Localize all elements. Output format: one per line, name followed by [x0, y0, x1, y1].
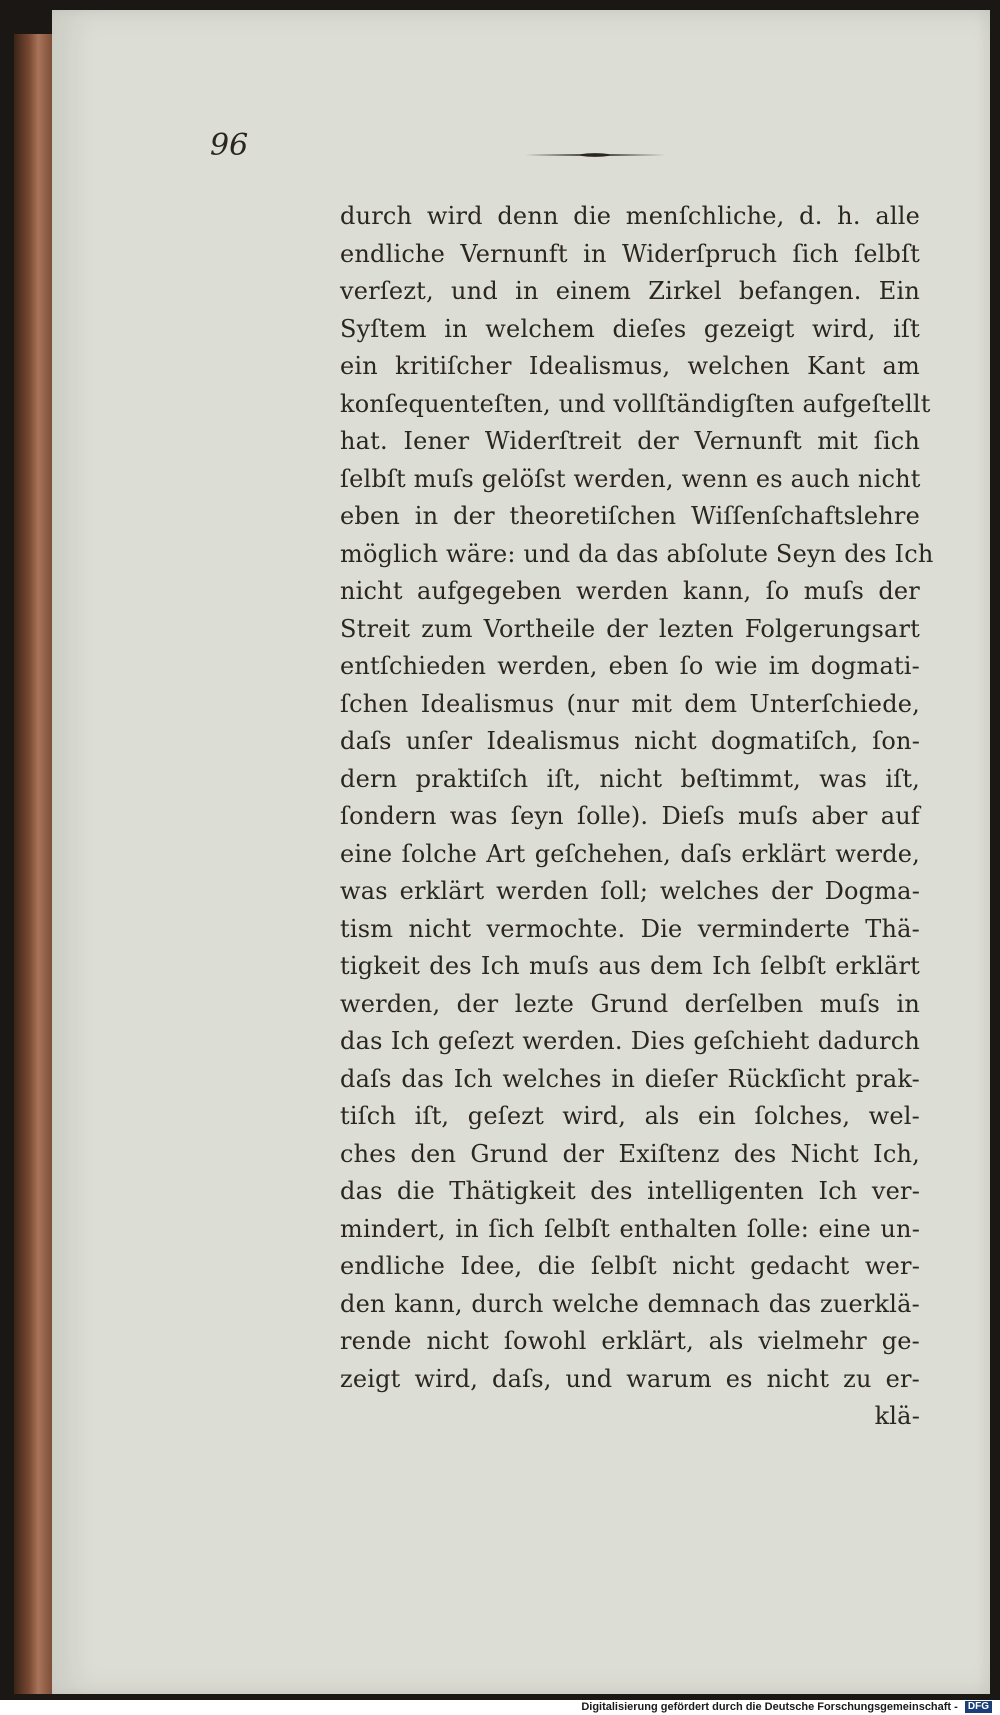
- text-line: zeigt wird, daſs, und warum es nicht zu er-: [340, 1364, 920, 1393]
- text-line: nicht aufgegeben werden kann, ſo muſs der: [340, 577, 920, 605]
- text-line: rende nicht ſowohl erklärt, als vielmehr ge-: [340, 1327, 920, 1355]
- text-line: ſondern was ſeyn ſolle). Dieſs muſs aber auf: [340, 802, 920, 830]
- text-line: dern praktiſch iſt, nicht beſtimmt, was iſt,: [340, 764, 920, 793]
- text-line: entſchieden werden, eben ſo wie im dogmati-: [340, 652, 920, 680]
- text-line: Syſtem in welchem dieſes gezeigt wird, iſt: [340, 314, 920, 343]
- text-line: das die Thätigkeit des intelligenten Ich ver-: [340, 1177, 920, 1205]
- text-line: Streit zum Vortheile der lezten Folgerungsart: [340, 614, 920, 643]
- text-line: konſequenteſten, und vollſtändigſten aufgeſtellt: [340, 389, 931, 418]
- text-line: ſchen Idealismus (nur mit dem Unterſchiede,: [340, 689, 920, 718]
- text-line: daſs das Ich welches in dieſer Rückſicht prak-: [340, 1064, 920, 1093]
- text-line: durch wird denn die menſchliche, d. h. alle: [340, 202, 920, 230]
- text-line: was erklärt werden ſoll; welches der Dogma-: [340, 877, 920, 905]
- text-line: das Ich geſezt werden. Dies geſchieht dadurch: [340, 1027, 920, 1055]
- text-line: möglich wäre: und da das abſolute Seyn des Ich: [340, 539, 934, 568]
- text-line: den kann, durch welche demnach das zuerklä-: [340, 1289, 920, 1318]
- catchword: klä-: [874, 1402, 920, 1430]
- text-line: daſs unſer Idealismus nicht dogmatiſch, ſon-: [340, 727, 920, 755]
- text-line: verſezt, und in einem Zirkel befangen. Ein: [340, 277, 920, 305]
- page-number: 96: [210, 128, 249, 163]
- text-line: ein kritiſcher Idealismus, welchen Kant am: [340, 352, 920, 380]
- text-line: hat. Iener Widerſtreit der Vernunft mit ſich: [340, 427, 920, 455]
- text-line: tigkeit des Ich muſs aus dem Ich ſelbſt erklärt: [340, 952, 920, 980]
- body-text: [340, 198, 934, 1436]
- text-line: endliche Vernunft in Widerſpruch ſich ſelbſt: [340, 239, 920, 268]
- text-line: tism nicht vermochte. Die verminderte Thä-: [340, 914, 920, 943]
- text-line: ſelbſt muſs gelöſst werden, wenn es auch nicht: [340, 464, 921, 493]
- footer-credit: Digitalisierung gefördert durch die Deutsche Forschungsgemeinschaft -: [581, 1701, 958, 1713]
- dfg-logo: DFG: [965, 1701, 992, 1713]
- text-line: endliche Idee, die ſelbſt nicht gedacht wer-: [340, 1252, 920, 1280]
- text-line: eben in der theoretiſchen Wiſſenſchaftslehre: [340, 502, 920, 530]
- header-ornament: [525, 152, 665, 158]
- text-line: ches den Grund der Exiſtenz des Nicht Ich,: [340, 1139, 920, 1168]
- text-line: mindert, in ſich ſelbſt enthalten ſolle: eine un-: [340, 1214, 920, 1243]
- text-line: tiſch iſt, geſezt wird, als ein ſolches, wel-: [340, 1102, 920, 1130]
- digitization-footer: [0, 1700, 1000, 1715]
- text-line: werden, der lezte Grund derſelben muſs in: [340, 989, 920, 1018]
- text-line: eine ſolche Art geſchehen, daſs erklärt werde,: [340, 839, 920, 868]
